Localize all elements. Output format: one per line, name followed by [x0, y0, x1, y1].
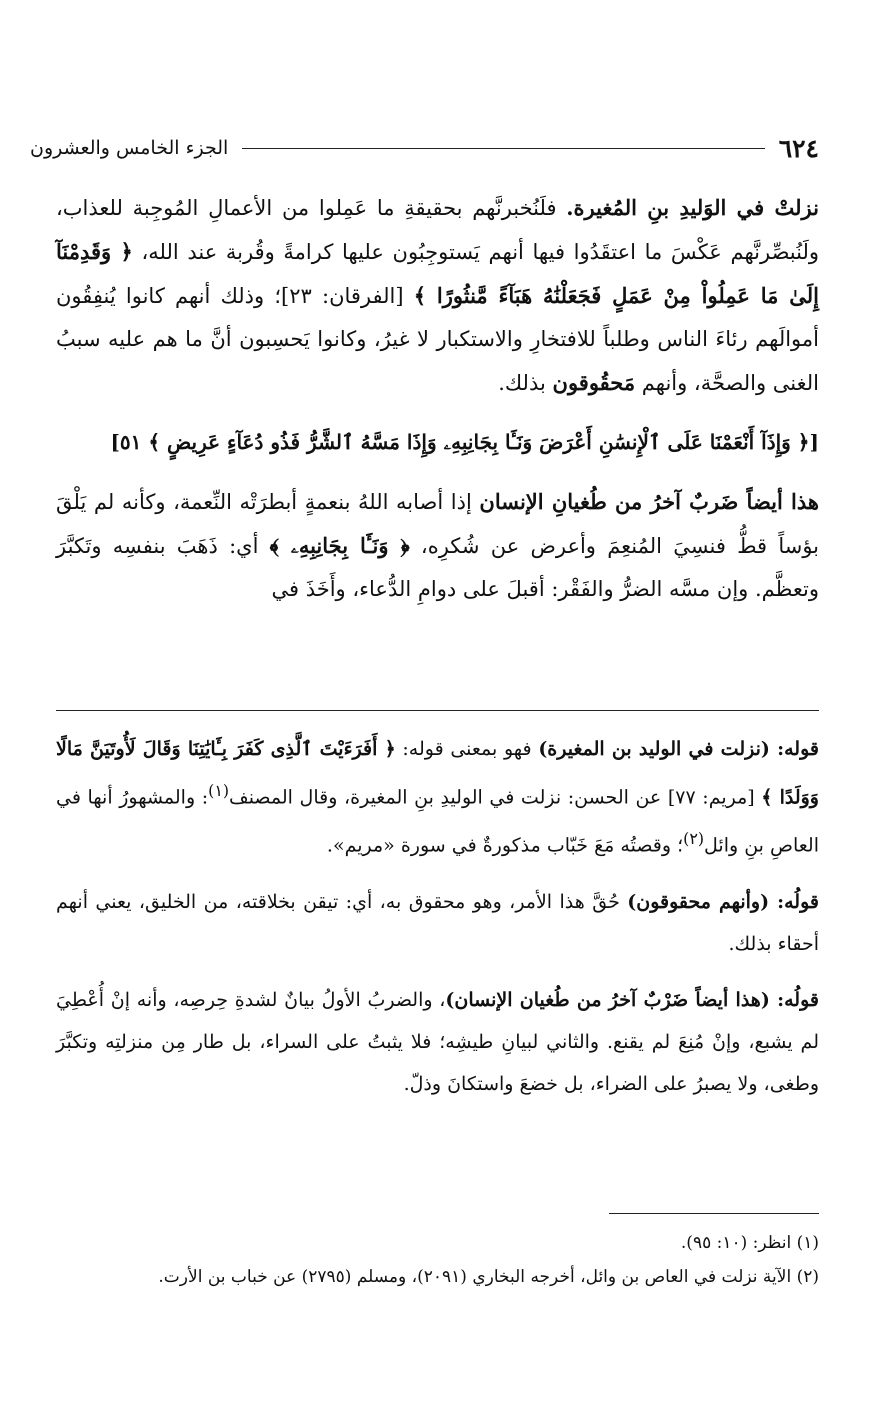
part-title: الجزء الخامس والعشرون: [30, 137, 229, 159]
note-text: : والمشهورُ أنها في العاصِ بنِ وائل: [56, 786, 819, 857]
footnote-ref[interactable]: (١): [208, 781, 230, 800]
paragraph-text: فلَنُخبرنَّهم بحقيقةِ ما عَمِلوا من الأعمالِ المُوجِبة للعذاب، ولَنُبصِّرنَّهم عَكْسَ ما اعتقَدُوا فيها أنهم يَستوجِبُون عليها كرامةً وقُربة عند الله،: [56, 196, 819, 264]
main-text: [56, 186, 819, 611]
footnote-divider: [609, 1213, 819, 1214]
commentary: [56, 728, 819, 1105]
quran-quote: ﴿ أَفَرَءَيْتَ ٱلَّذِى كَفَرَ بِـَٔايَٰتِنَا وَقَالَ لَأُوتَيَنَّ مَالًا وَوَلَدًا ﴾: [56, 738, 819, 809]
commentary-note-2: [56, 881, 819, 965]
footnote-2: (٢) الآية نزلت في العاص بن وائل، أخرجه البخاري (٢٠٩١)، ومسلم (٢٧٩٥) عن خباب بن الأرت.: [158, 1267, 819, 1287]
quran-quote: ﴿ وَنَـَٔا بِجَانِبِهِۦ ﴾: [269, 533, 410, 558]
note-text: ؛ وقصتُه مَعَ خَبّاب مذكورةٌ في سورة «مريم».: [326, 834, 684, 857]
paragraph-text: أي: ذَهَبَ بنفسِه وتَكبَّرَ وتعظَّم. وإن مسَّه الضرُّ والفَقْر: أقبلَ على دوامِ الدُّعاء، وأَخَذَ في: [56, 534, 819, 601]
note-text: ، والضربُ الأولُ بيانٌ لشدةِ حِرصِه، وأنه إنْ أُعْطِيَ لم يشبع، وإنْ مُنِعَ لم يقنع. والثاني لبيانِ طيشِه؛ فلا يثبتُ على السراء، بل طار مِن منزلتِه وتكبَّرَ وطغى، ولا يصبرُ على الضراء، بل خضعَ واستكانَ وذلّ.: [56, 988, 819, 1095]
commentary-divider: [56, 710, 819, 711]
note-text: حُقَّ هذا الأمر، وهو محقوق به، أي: تيقن بخلاقته، من الخليق، يعني أنهم أحقاء بذلك.: [56, 890, 819, 955]
quran-quote: ﴿ وَقَدِمْنَآ إِلَىٰ مَا عَمِلُواْ مِنْ عَمَلٍ فَجَعَلْنَٰهُ هَبَآءً مَّنثُورًا ﴾: [56, 239, 819, 308]
note-text: فهو بمعنى قوله:: [395, 738, 539, 760]
note-label: قولُه: (هذا أيضاً ضَرْبٌ آخرُ من طُغيان الإنسان): [445, 988, 819, 1011]
paragraph-text: بذلك.: [498, 371, 553, 395]
header-rule: [242, 148, 764, 149]
commentary-note-1: [56, 728, 819, 867]
note-text: [مريم: ٧٧] عن الحسن: نزلت في الوليدِ بنِ المغيرة، وقال المصنف: [229, 786, 762, 809]
paragraph-lead: هذا أيضاً ضَربٌ آخرُ من طُغيانِ الإنسان: [479, 489, 819, 514]
page-number: ٦٢٤: [778, 133, 819, 163]
note-label: قوله: (نزلت في الوليد بن المغيرة): [538, 738, 819, 760]
footnotes: [56, 1226, 819, 1294]
main-paragraph-2: [56, 480, 819, 611]
main-paragraph-1: [56, 186, 819, 405]
paragraph-text: إذا أصابه اللهُ بنعمةٍ أبطرَتْه النِّعمة، وكأنه لم يَلْقَ بؤساً قطُّ فنسِيَ المُنعِمَ وأعرض عن شُكرِه،: [56, 490, 820, 558]
verse-text: [﴿ وَإِذَآ أَنْعَمْنَا عَلَى ٱلْإِنسَٰنِ أَعْرَضَ وَنَـَٔا بِجَانِبِهِۦ وَإِذَا مَسَّهُ ٱلشَّرُّ فَذُو دُعَآءٍ عَرِيضٍ ﴾ ٥١]: [110, 430, 819, 454]
footnote-1: (١) انظر: (١٠: ٩٥).: [680, 1233, 819, 1253]
footnote-ref[interactable]: (٢): [683, 829, 705, 849]
commentary-note-3: [56, 979, 819, 1105]
note-label: قولُه: (وأنهم محقوقون): [627, 890, 819, 913]
bold-word: مَحقُوقون: [552, 370, 636, 395]
paragraph-text: [الفرقان: ٢٣]؛ وذلك أنهم كانوا يُنفِقُون أموالَهم رئاءَ الناس وطلباً للافتخارِ والاستكبار لا غيرُ، وكانوا يَحسِبون أنَّ ما هم عليه سببُ الغنى والصحَّة، وأنهم: [56, 284, 819, 395]
paragraph-lead: نزلتْ في الوَليدِ بنِ المُغيرة.: [566, 195, 819, 220]
page-header: [30, 126, 819, 170]
